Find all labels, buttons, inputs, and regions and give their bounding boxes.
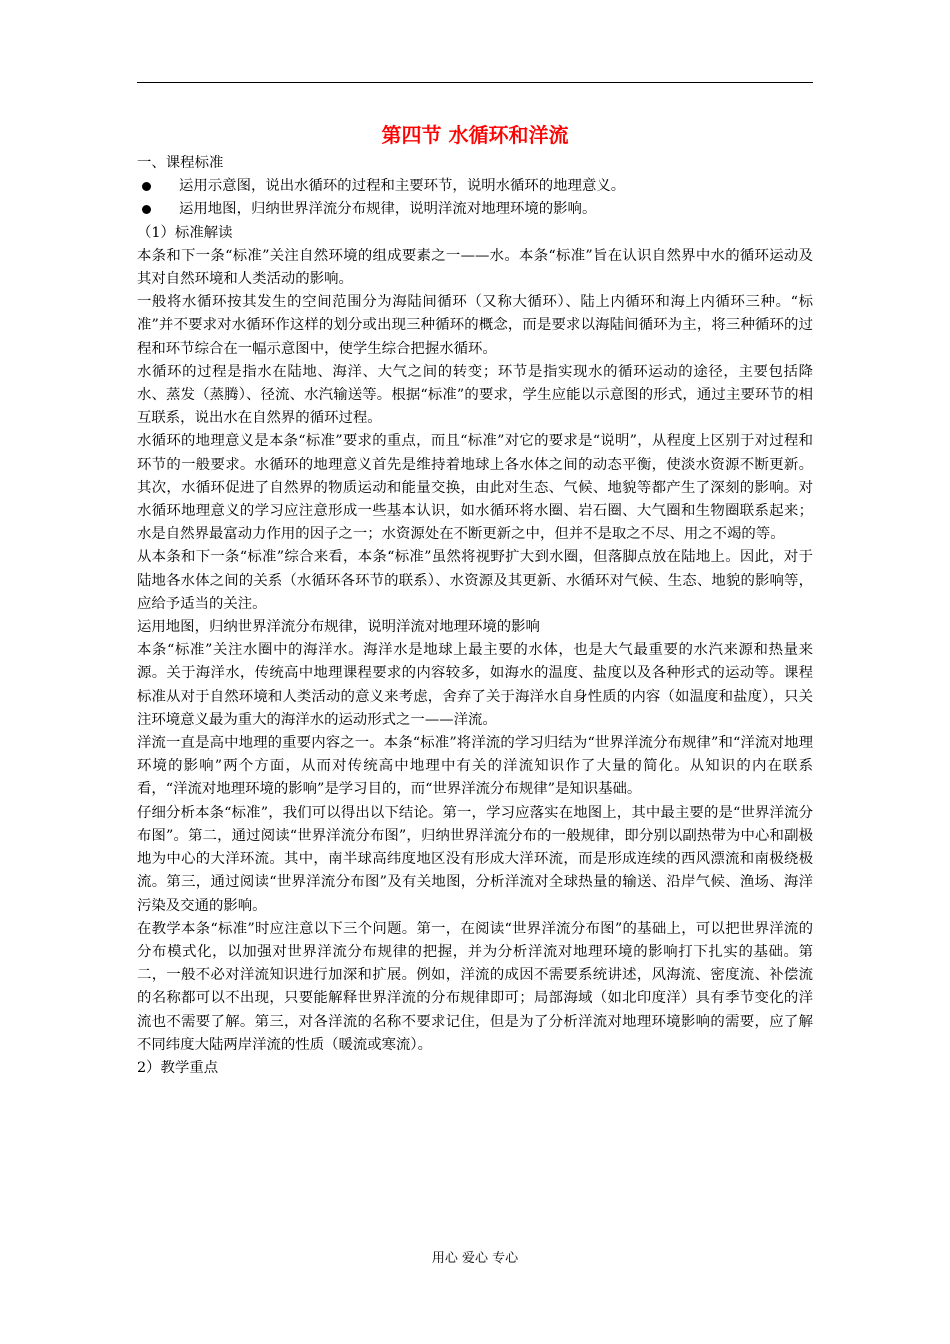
- paragraph: 从本条和下一条“标准”综合来看，本条“标准”虽然将视野扩大到水圈，但落脚点放在陆地上。因此，对于陆地各水体之间的关系（水循环各环节的联系）、水资源及其更新、水循环对气候、生态、地貌的影响等，应给予适当的关注。: [137, 549, 813, 612]
- bullet-dot-icon: [137, 175, 179, 198]
- paragraph: 在教学本条“标准”时应注意以下三个问题。第一，在阅读“世界洋流分布图”的基础上，可以把世界洋流的分布模式化，以加强对世界洋流分布规律的把握，并为分析洋流对地理环境的影响打下扎实的基础。第二，一般不必对洋流知识进行加深和扩展。例如，洋流的成因不需要系统讲述，风海流、密度流、补偿流的名称都可以不出现，只要能解释世界洋流的分布规律即可；局部海域（如北印度洋）具有季节变化的洋流也不需要了解。第三，对各洋流的名称不要求记住，但是为了分析洋流对地理环境影响的需要，应了解不同纬度大陆两岸洋流的性质（暖流或寒流）。: [137, 920, 813, 1053]
- paragraph: 仔细分析本条“标准”，我们可以得出以下结论。第一，学习应落实在地图上，其中最主要的是“世界洋流分布图”。第二，通过阅读“世界洋流分布图”，归纳世界洋流分布的一般规律，即分别以副热带为中心和副极地为中心的大洋环流。其中，南半球高纬度地区没有形成大洋环流，而是形成连续的西风漂流和南极绕极流。第三，通过阅读“世界洋流分布图”及有关地图，分析洋流对全球热量的输送、沿岸气候、渔场、海洋污染及交通的影响。: [137, 804, 813, 914]
- bullet-text: 运用示意图，说出水循环的过程和主要环节，说明水循环的地理意义。: [179, 178, 626, 195]
- bullet-item: [137, 175, 813, 198]
- section-heading-curriculum: 一、课程标准: [137, 155, 224, 171]
- paragraph: 一般将水循环按其发生的空间范围分为海陆间循环（又称大循环）、陆上内循环和海上内循环三种。“标准”并不要求对水循环作这样的划分或出现三种循环的概念，而是要求以海陆间循环为主，将三种循环的过程和环节综合在一幅示意图中，使学生综合把握水循环。: [137, 294, 813, 357]
- subheading-focus: 2）教学重点: [137, 1059, 219, 1076]
- paragraph: 本条和下一条“标准”关注自然环境的组成要素之一——水。本条“标准”旨在认识自然界中水的循环运动及其对自然环境和人类活动的影响。: [137, 247, 813, 288]
- paragraph: 洋流一直是高中地理的重要内容之一。本条“标准”将洋流的学习归结为“世界洋流分布规律”和“洋流对地理环境的影响”两个方面，从而对传统高中地理中有关的洋流知识作了大量的简化。从知识的内在联系看，“洋流对地理环境的影响”是学习目的，而“世界洋流分布规律”是知识基础。: [137, 735, 813, 798]
- bullet-text: 运用地图，归纳世界洋流分布规律，说明洋流对地理环境的影响。: [179, 201, 597, 218]
- subheading-interpretation: （1）标准解读: [137, 224, 233, 241]
- paragraph: 本条“标准”关注水圈中的海洋水。海洋水是地球上最主要的水体，也是大气最重要的水汽来源和热量来源。关于海洋水，传统高中地理课程要求的内容较多，如海水的温度、盐度以及各种形式的运动等。课程标准从对于自然环境和人类活动的意义来考虑，舍弃了关于海洋水自身性质的内容（如温度和盐度），只关注环境意义最为重大的海洋水的运动形式之一——洋流。: [137, 642, 813, 728]
- header-rule: [137, 82, 813, 83]
- paragraph-standard-title: 运用地图，归纳世界洋流分布规律，说明洋流对地理环境的影响: [137, 619, 540, 636]
- page-footer: 用心 爱心 专心: [431, 1251, 519, 1266]
- document-body: [137, 152, 813, 1080]
- page-title: 第四节 水循环和洋流: [381, 123, 569, 147]
- bullet-item: [137, 198, 813, 221]
- paragraph: 水循环的地理意义是本条“标准”要求的重点，而且“标准”对它的要求是“说明”，从程度上区别于对过程和环节的一般要求。水循环的地理意义首先是维持着地球上各水体之间的动态平衡，使淡水资源不断更新。其次，水循环促进了自然界的物质运动和能量交换，由此对生态、气候、地貌等都产生了深刻的影响。对水循环地理意义的学习应注意形成一些基本认识，如水循环将水圈、岩石圈、大气圈和生物圈联系起来；水是自然界最富动力作用的因子之一；水资源处在不断更新之中，但并不是取之不尽、用之不竭的等。: [137, 433, 813, 543]
- paragraph: 水循环的过程是指水在陆地、海洋、大气之间的转变；环节是指实现水的循环运动的途径，主要包括降水、蒸发（蒸腾）、径流、水汽输送等。根据“标准”的要求，学生应能以示意图的形式，通过主要环节的相互联系，说出水在自然界的循环过程。: [137, 363, 813, 427]
- bullet-dot-icon: [137, 198, 179, 221]
